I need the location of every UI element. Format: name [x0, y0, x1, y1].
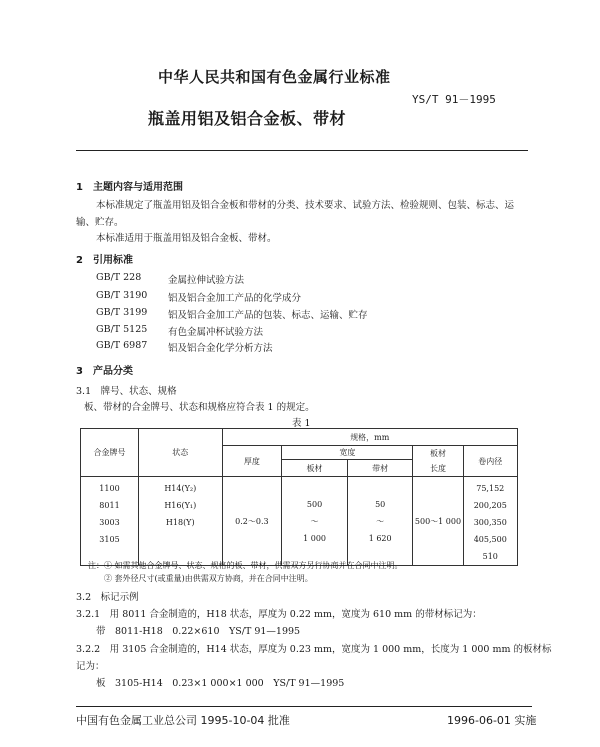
sheet-width-column	[282, 477, 348, 566]
ref-code: GB/T 3190	[96, 290, 148, 301]
ref-name: 铝及铝合金化学分析方法	[168, 343, 273, 354]
example-2-mark: 板 3105-H14 0.23×1 000×1 000 YS/T 91—1995	[96, 678, 345, 689]
header-spec: 规格，mm	[222, 429, 517, 446]
section-3-heading: 3 产品分类	[76, 366, 133, 377]
spec-table	[80, 428, 518, 566]
effective-date: 1996-06-01 实施	[447, 714, 537, 727]
header-sheet-length-line2: 长度	[429, 464, 446, 473]
table-note-2: ② 套外径尺寸(或重量)由供需双方协商，并在合同中注明。	[104, 574, 313, 583]
header-sheet: 板材	[282, 460, 348, 477]
core-cell: 300,350	[473, 518, 507, 527]
table-note-1: 注：① 如需其他合金牌号、状态、规格的板、带材，供需双方另行协商并在合同中注明。	[88, 561, 403, 570]
sheet-width-cell: 1 000	[303, 533, 326, 543]
temper-column	[138, 477, 222, 566]
section-1-para-1: 本标准规定了瓶盖用铝及铝合金板和带材的分类、技术要求、试验方法、检验规则、包装、标志、运	[96, 200, 515, 211]
ref-name: 金属拉伸试验方法	[168, 275, 245, 286]
header-alloy: 合金牌号	[81, 429, 139, 477]
section-1-para-2: 本标准适用于瓶盖用铝及铝合金板、带材。	[96, 233, 277, 244]
section-1-para-1-cont: 输、贮存。	[76, 217, 124, 228]
temper-cell: H16(Y₁)	[164, 501, 197, 510]
example-1-mark: 带 8011-H18 0.22×610 YS/T 91—1995	[96, 626, 301, 637]
temper-cell: H14(Y₂)	[164, 484, 197, 493]
sheet-width-cell: 500	[306, 499, 323, 509]
header-thickness: 厚度	[222, 446, 282, 477]
strip-width-cell: ～	[376, 516, 385, 526]
alloy-cell: 8011	[99, 501, 120, 510]
temper-cell: H18(Y)	[165, 518, 195, 527]
section-2-heading: 2 引用标准	[76, 255, 133, 266]
issuing-organization: 中华人民共和国有色金属行业标准	[158, 68, 391, 86]
core-cell: 200,205	[473, 501, 507, 510]
core-cell: 75,152	[476, 484, 505, 493]
thickness-cell: 0.2～0.3	[222, 477, 282, 566]
section-1-heading: 1 主题内容与适用范围	[76, 182, 183, 193]
alloy-cell: 3003	[99, 518, 120, 527]
header-divider	[76, 150, 528, 151]
header-sheet-length-line1: 板材	[429, 449, 446, 458]
ref-name: 铝及铝合金加工产品的化学成分	[168, 293, 302, 304]
header-sheet-length	[413, 446, 463, 477]
core-column	[463, 477, 517, 566]
alloy-cell: 1100	[99, 484, 120, 493]
core-cell: 405,500	[473, 535, 507, 544]
ref-code: GB/T 5125	[96, 324, 148, 335]
ref-code: GB/T 228	[96, 272, 142, 283]
strip-width-cell: 50	[375, 499, 386, 509]
ref-code: GB/T 3199	[96, 307, 148, 318]
ref-name: 有色金属冲杯试验方法	[168, 327, 264, 338]
length-cell: 500～1 000	[413, 477, 463, 566]
example-2-text: 3.2.2 用 3105 合金制造的，H14 状态，厚度为 0.23 mm，宽度为 1 000 mm，长度为 1 000 mm 的板材标	[76, 644, 552, 655]
footer-divider	[76, 706, 532, 707]
table-caption: 表 1	[292, 418, 311, 429]
alloy-column	[81, 477, 139, 566]
subsection-3-1-text: 板、带材的合金牌号、状态和规格应符合表 1 的规定。	[84, 402, 315, 413]
strip-width-column	[347, 477, 413, 566]
ref-name: 铝及铝合金加工产品的包装、标志、运输、贮存	[168, 310, 368, 321]
ref-code: GB/T 6987	[96, 340, 148, 351]
subsection-3-2-heading: 3.2 标记示例	[76, 592, 139, 603]
document-title: 瓶盖用铝及铝合金板、带材	[148, 109, 347, 128]
core-cell: 510	[482, 552, 498, 561]
header-width: 宽度	[282, 446, 413, 460]
strip-width-cell: 1 620	[368, 533, 392, 543]
header-strip: 带材	[347, 460, 413, 477]
example-1-text: 3.2.1 用 8011 合金制造的，H18 状态，厚度为 0.22 mm，宽度为 610 mm 的带材标记为：	[76, 609, 482, 620]
header-temper: 状态	[138, 429, 222, 477]
approval-line: 中国有色金属工业总公司 1995-10-04 批准	[76, 714, 290, 727]
subsection-3-1-heading: 3.1 牌号、状态、规格	[76, 386, 177, 397]
sheet-width-cell: ～	[310, 516, 319, 526]
header-core-diameter: 卷内径	[463, 446, 517, 477]
example-2-text-cont: 记为：	[76, 661, 105, 672]
standard-code: YS/T 91－1995	[412, 93, 496, 106]
alloy-cell: 3105	[99, 535, 120, 544]
